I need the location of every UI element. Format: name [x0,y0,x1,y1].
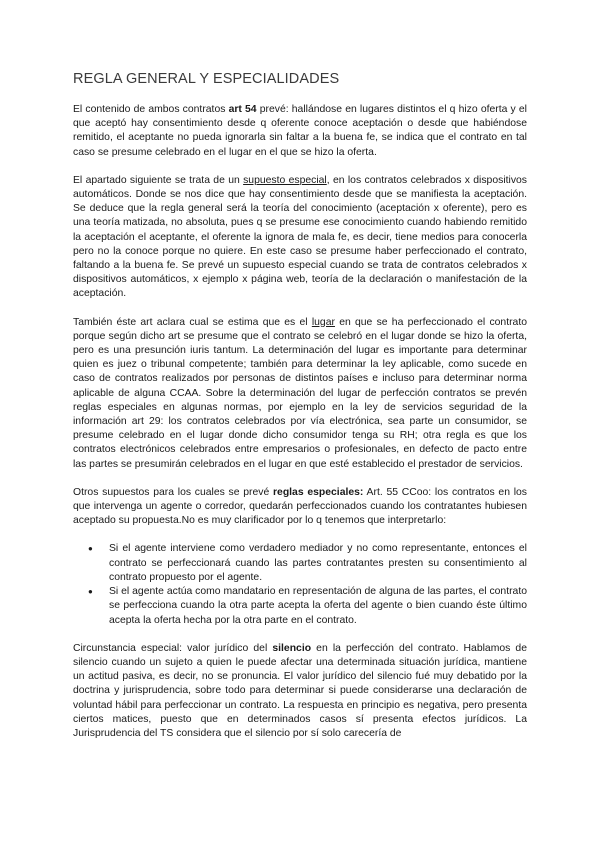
page-title: REGLA GENERAL Y ESPECIALIDADES [73,71,340,87]
paragraph-special-rules: Otros supuestos para los cuales se prevé reglas especiales: Art. 55 CCoo: los contratos en los que intervenga un agente o corredor, quedarán perfeccionados cuando los contratantes hubiesen aceptado su propuesta.No es muy clarificador por lo q tenemos que interpretarlo: [73,486,527,527]
list-item: ● Si el agente actúa como mandatario en representación de alguna de las partes, el contrato se perfecciona cuando la otra parte acepta la oferta del agente o bien cuando éste último acepta la oferta hecha por la otra parte en el contrato. [109,585,527,628]
bullet-list [73,542,527,627]
paragraph-silence: Circunstancia especial: valor jurídico del silencio en la perfección del contrato. Hablamos de silencio cuando un sujeto a quien le puede afectar una determinada situación jurídica, mantiene un actitud pasiva, es decir, no se pronuncia. El valor jurídico del silencio fué muy debatido por la doctrina y jurisprudencia, sobre todo para determinar si puede considerarse una declaración de voluntad hábil para perfeccionar un contrato. La respuesta en principio es negativa, pero presenta ciertos matices, puesto que en determinados casos sí presenta efectos jurídicos. La Jurisprudencia del TS considera que el silencio por sí solo carecería de [73,642,527,739]
paragraph-special-case: El apartado siguiente se trata de un supuesto especial, en los contratos celebrados x dispositivos automáticos. Donde se nos dice que hay consentimiento desde que se manifiesta la aceptación. Se deduce que la regla general será la teoría del conocimiento (aceptación x oferente), pero es una teoría matizada, no absoluta, pues q se presume ese conocimiento cuando habiendo remitido la aceptación el aceptante, el oferente la ignora de mala fe, es decir, tiene medios para conocerla pero no la conoce porque no quiere. En este caso se presume haber perfeccionado el contrato, faltando a la buena fe. Se prevé un supuesto especial cuando se trata de contratos celebrados x dispositivos automáticos, x ejemplo x página web, teoría de la declaración o manifestación de la aceptación. [73,174,527,300]
list-item: ● Si el agente interviene como verdadero mediador y no como representante, entonces el contrato se perfeccionará cuando las partes contratantes presten su consentimiento al contrato propuesto por el agente. [109,542,527,585]
document-body [73,70,527,755]
paragraph-general-rule: El contenido de ambos contratos art 54 prevé: hallándose en lugares distintos el q hizo oferta y el que aceptó hay consentimiento desde q oferente conoce aceptación o desde que habiéndose remitido, el aceptante no pueda ignorarla sin faltar a la buena fe, se indica que el contrato en tal caso se presume celebrado en el lugar en el que se hizo la oferta. [73,104,527,158]
paragraph-place: También éste art aclara cual se estima que es el lugar en que se ha perfeccionado el contrato porque según dicho art se presume que el contrato se celebró en el lugar donde se hizo la oferta, pero es una presunción iuris tantum. La determinación del lugar es importante para determinar quien es juez o tribunal competente; también para determinar la ley aplicable, como sucede en caso de contratos realizados por personas de distintos países e incluso para determinar norma aplicable de alguna CCAA. Sobre la determinación del lugar de perfección contratos se prevén reglas especiales en algunas normas, por ejemplo en la ley de servicios seguridad de la información art 29: los contratos celebrados por vía electrónica, sea parte un consumidor, se presume celebrado en el lugar donde dicho consumidor tenga su RH; otra regla es que los contratos electrónicos celebrados entre empresarios o profesionales, en defecto de pacto entre las partes se presumirán celebrados en el lugar en que esté establecido el prestador de servicios. [73,316,528,470]
